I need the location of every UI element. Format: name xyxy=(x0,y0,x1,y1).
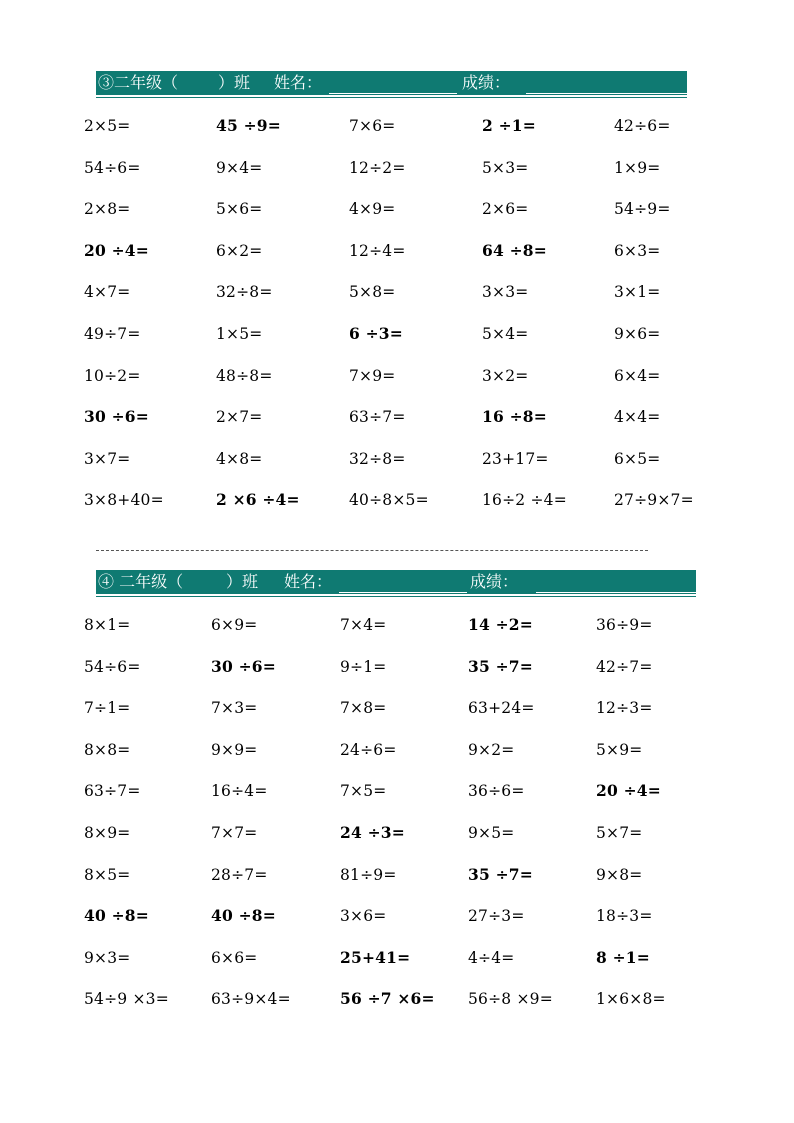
math-problem: 27÷9×7= xyxy=(614,491,694,510)
math-problem: 30 ÷6= xyxy=(211,656,276,676)
math-problem: 23+17= xyxy=(482,449,549,468)
section-4-score-blank[interactable] xyxy=(536,572,696,593)
math-problem: 6×3= xyxy=(614,241,661,260)
math-problem: 4÷4= xyxy=(468,948,515,967)
math-problem: 54÷9= xyxy=(614,200,671,219)
math-problem: 35 ÷7= xyxy=(468,656,533,676)
math-problem: 12÷3= xyxy=(596,699,653,718)
math-problem: 2×8= xyxy=(84,200,131,219)
math-problem: 56 ÷7 ×6= xyxy=(340,989,435,1009)
math-problem: 7×3= xyxy=(211,699,258,718)
math-problem: 6×9= xyxy=(211,616,258,634)
math-problem: 63÷9×4= xyxy=(211,990,291,1009)
math-problem: 9×5= xyxy=(468,824,515,842)
math-problem: 5×3= xyxy=(482,158,529,177)
section-3-score-label: 成绩： xyxy=(462,73,511,92)
math-problem: 8×9= xyxy=(84,824,131,842)
math-problem: 48÷8= xyxy=(216,366,273,385)
section-4-header xyxy=(96,570,696,594)
math-problem: 32÷8= xyxy=(349,449,406,468)
math-problem: 20 ÷4= xyxy=(84,240,149,260)
math-problem: 36÷6= xyxy=(468,782,525,801)
math-problem: 9÷1= xyxy=(340,657,387,676)
section-4-class-label: ）班 xyxy=(226,572,259,591)
math-problem: 3×1= xyxy=(614,283,661,302)
section-3-name-blank[interactable] xyxy=(329,73,457,94)
math-problem: 5×8= xyxy=(349,283,396,302)
math-problem: 16 ÷8= xyxy=(482,407,547,427)
math-problem: 42÷6= xyxy=(614,117,671,135)
math-problem: 8×5= xyxy=(84,865,131,884)
section-3-name-label: 姓名： xyxy=(274,73,323,92)
math-problem: 16÷4= xyxy=(211,782,268,801)
math-problem: 6 ÷3= xyxy=(349,324,403,343)
math-problem: 25+41= xyxy=(340,947,411,967)
math-problem: 3×3= xyxy=(482,283,529,302)
math-problem: 4×9= xyxy=(349,200,396,219)
math-problem: 9×3= xyxy=(84,948,131,967)
math-problem: 9×4= xyxy=(216,158,263,177)
section-4-header-underline xyxy=(96,596,696,597)
math-problem: 54÷9 ×3= xyxy=(84,990,169,1009)
math-problem: 7×7= xyxy=(211,824,258,842)
math-problem: 2×6= xyxy=(482,200,529,219)
section-3-header-underline xyxy=(96,97,687,98)
math-problem: 1×6×8= xyxy=(596,990,666,1009)
math-problem: 42÷7= xyxy=(596,657,653,676)
math-problem: 40 ÷8= xyxy=(84,906,149,926)
section-3-header xyxy=(96,71,687,95)
math-problem: 56÷8 ×9= xyxy=(468,990,553,1009)
math-problem: 8×8= xyxy=(84,740,131,759)
math-problem: 63+24= xyxy=(468,699,535,718)
math-problem: 63÷7= xyxy=(84,782,141,801)
section-3-score-blank[interactable] xyxy=(526,73,687,94)
math-problem: 49÷7= xyxy=(84,325,141,343)
math-problem: 2×7= xyxy=(216,408,263,427)
math-problem: 6×5= xyxy=(614,449,661,468)
math-problem: 18÷3= xyxy=(596,907,653,926)
math-problem: 4×7= xyxy=(84,283,131,302)
math-problem: 20 ÷4= xyxy=(596,781,661,801)
math-problem: 5×7= xyxy=(596,824,643,842)
math-problem: 3×7= xyxy=(84,449,131,468)
math-problem: 8 ÷1= xyxy=(596,947,650,967)
math-problem: 4×4= xyxy=(614,408,661,427)
math-problem: 2×5= xyxy=(84,117,131,135)
math-problem: 28÷7= xyxy=(211,865,268,884)
math-problem: 7×5= xyxy=(340,782,387,801)
section-3-class-label: ）班 xyxy=(218,73,251,92)
math-problem: 9×2= xyxy=(468,740,515,759)
math-problem: 7×6= xyxy=(349,117,396,135)
math-problem: 63÷7= xyxy=(349,408,406,427)
math-problem: 36÷9= xyxy=(596,616,653,634)
math-problem: 54÷6= xyxy=(84,158,141,177)
math-problem: 12÷2= xyxy=(349,158,406,177)
math-problem: 3×8+40= xyxy=(84,491,164,510)
math-problem: 2 ÷1= xyxy=(482,116,536,135)
math-problem: 16÷2 ÷4= xyxy=(482,491,567,510)
math-problem: 64 ÷8= xyxy=(482,240,547,260)
math-problem: 2 ×6 ÷4= xyxy=(216,490,300,510)
math-problem: 5×4= xyxy=(482,325,529,343)
math-problem: 7×9= xyxy=(349,366,396,385)
math-problem: 1×5= xyxy=(216,325,263,343)
math-problem: 9×6= xyxy=(614,325,661,343)
section-4-score-label: 成绩： xyxy=(470,572,519,591)
math-problem: 10÷2= xyxy=(84,366,141,385)
math-problem: 24 ÷3= xyxy=(340,823,405,842)
math-problem: 3×2= xyxy=(482,366,529,385)
section-4-name-blank[interactable] xyxy=(339,572,467,593)
math-problem: 9×8= xyxy=(596,865,643,884)
math-problem: 5×9= xyxy=(596,740,643,759)
math-problem: 1×9= xyxy=(614,158,661,177)
cut-line-divider xyxy=(96,550,648,551)
math-problem: 6×6= xyxy=(211,948,258,967)
section-4-title: ④ 二年级（ xyxy=(98,572,184,591)
math-problem: 45 ÷9= xyxy=(216,116,281,135)
math-problem: 3×6= xyxy=(340,907,387,926)
math-problem: 6×4= xyxy=(614,366,661,385)
section-4-name-label: 姓名： xyxy=(284,572,333,591)
section-3-title: ③二年级（ xyxy=(98,73,179,92)
math-problem: 6×2= xyxy=(216,241,263,260)
math-problem: 40÷8×5= xyxy=(349,491,429,510)
math-problem: 27÷3= xyxy=(468,907,525,926)
math-problem: 40 ÷8= xyxy=(211,906,276,926)
math-problem: 54÷6= xyxy=(84,657,141,676)
math-problem: 30 ÷6= xyxy=(84,407,149,427)
math-problem: 8×1= xyxy=(84,616,131,634)
math-problem: 14 ÷2= xyxy=(468,615,533,634)
math-problem: 7×4= xyxy=(340,616,387,634)
math-problem: 5×6= xyxy=(216,200,263,219)
math-problem: 9×9= xyxy=(211,740,258,759)
math-problem: 7×8= xyxy=(340,699,387,718)
math-problem: 4×8= xyxy=(216,449,263,468)
math-problem: 81÷9= xyxy=(340,865,397,884)
math-problem: 35 ÷7= xyxy=(468,864,533,884)
math-problem: 24÷6= xyxy=(340,740,397,759)
math-problem: 7÷1= xyxy=(84,699,131,718)
math-problem: 12÷4= xyxy=(349,241,406,260)
math-problem: 32÷8= xyxy=(216,283,273,302)
